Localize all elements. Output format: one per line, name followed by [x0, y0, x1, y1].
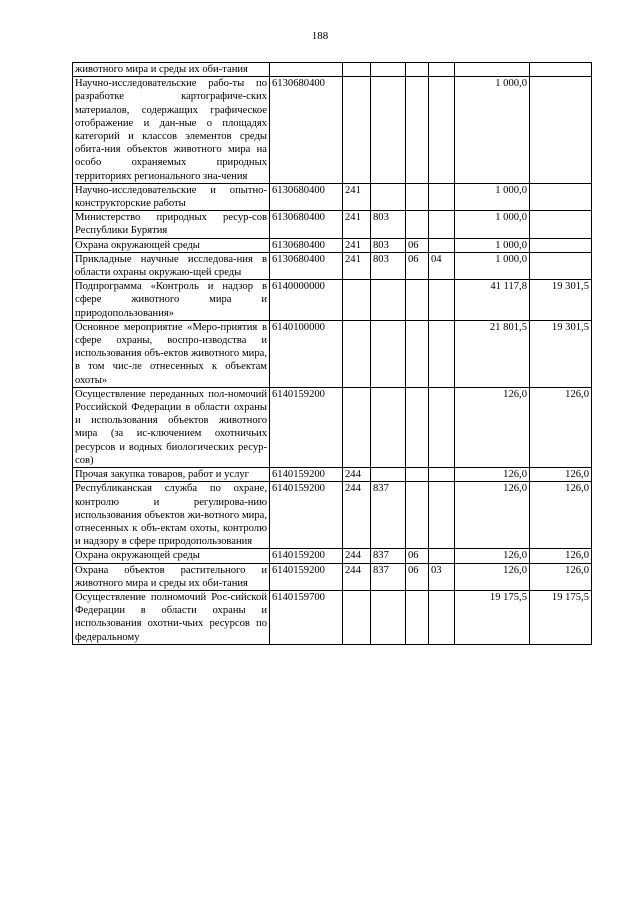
target-article-cell: 6130680400 [270, 238, 343, 252]
section-cell [406, 280, 429, 321]
table-row [73, 387, 592, 467]
table-row [73, 563, 592, 590]
target-article-cell: 6140000000 [270, 280, 343, 321]
section-cell [406, 320, 429, 387]
page-number: 188 [311, 30, 329, 42]
subsection-cell [429, 211, 455, 238]
amount-federal-cell: 19 301,5 [530, 320, 592, 387]
table-row [73, 280, 592, 321]
expense-type-cell [343, 77, 371, 184]
row-name-cell: Осуществление полномочий Рос-сийской Федерации в области охраны и использования охотни-чьих ресурсов по федеральному [73, 590, 270, 644]
ministry-code-cell: 837 [371, 549, 406, 563]
expense-type-cell [343, 63, 371, 77]
table-row [73, 252, 592, 279]
subsection-cell [429, 482, 455, 549]
subsection-cell [429, 387, 455, 467]
table-row [73, 63, 592, 77]
amount-cell: 21 801,5 [455, 320, 530, 387]
amount-federal-cell [530, 211, 592, 238]
amount-cell: 1 000,0 [455, 183, 530, 210]
amount-federal-cell: 19 301,5 [530, 280, 592, 321]
table-row [73, 482, 592, 549]
ministry-code-cell: 837 [371, 482, 406, 549]
amount-cell: 126,0 [455, 549, 530, 563]
expense-type-cell: 241 [343, 252, 371, 279]
section-cell [406, 183, 429, 210]
ministry-code-cell [371, 320, 406, 387]
row-name-cell: Охрана окружающей среды [73, 549, 270, 563]
amount-cell: 126,0 [455, 468, 530, 482]
section-cell: 06 [406, 563, 429, 590]
expense-type-cell [343, 280, 371, 321]
amount-cell: 126,0 [455, 387, 530, 467]
expense-type-cell: 241 [343, 211, 371, 238]
target-article-cell: 6140159200 [270, 482, 343, 549]
table-row [73, 590, 592, 644]
target-article-cell [270, 63, 343, 77]
expense-type-cell: 244 [343, 468, 371, 482]
subsection-cell [429, 590, 455, 644]
amount-cell: 1 000,0 [455, 77, 530, 184]
expense-type-cell [343, 320, 371, 387]
section-cell [406, 482, 429, 549]
expense-type-cell: 244 [343, 563, 371, 590]
amount-federal-cell: 126,0 [530, 549, 592, 563]
amount-federal-cell: 19 175,5 [530, 590, 592, 644]
ministry-code-cell [371, 590, 406, 644]
table-row [73, 468, 592, 482]
section-cell [406, 63, 429, 77]
ministry-code-cell [371, 63, 406, 77]
subsection-cell [429, 77, 455, 184]
expense-type-cell: 241 [343, 183, 371, 210]
target-article-cell: 6140159200 [270, 549, 343, 563]
amount-federal-cell [530, 77, 592, 184]
ministry-code-cell: 803 [371, 238, 406, 252]
row-name-cell: Охрана окружающей среды [73, 238, 270, 252]
row-name-cell: Осуществление переданных пол-номочий Российской Федерации в области охраны и использования объектов животного мира (за ис-ключением охотничьих ресурсов и водных биологических ресур-сов) [73, 387, 270, 467]
row-name-cell: Республиканская служба по охране, контролю и регулирова-нию использования объектов жи-вотного мира, отнесенных к объ-ектам охоты, контролю и надзору в сфере природопользования [73, 482, 270, 549]
table-row [73, 77, 592, 184]
target-article-cell: 6140100000 [270, 320, 343, 387]
table-body [73, 63, 592, 645]
table-row [73, 211, 592, 238]
subsection-cell [429, 468, 455, 482]
target-article-cell: 6130680400 [270, 77, 343, 184]
section-cell [406, 387, 429, 467]
subsection-cell: 03 [429, 563, 455, 590]
ministry-code-cell: 837 [371, 563, 406, 590]
ministry-code-cell [371, 280, 406, 321]
row-name-cell: Подпрограмма «Контроль и надзор в сфере животного мира и природопользования» [73, 280, 270, 321]
subsection-cell [429, 63, 455, 77]
subsection-cell [429, 549, 455, 563]
amount-cell: 126,0 [455, 482, 530, 549]
amount-cell [455, 63, 530, 77]
expense-type-cell: 244 [343, 482, 371, 549]
amount-federal-cell: 126,0 [530, 468, 592, 482]
section-cell: 06 [406, 252, 429, 279]
row-name-cell: Министерство природных ресур-сов Республики Бурятия [73, 211, 270, 238]
row-name-cell: Прочая закупка товаров, работ и услуг [73, 468, 270, 482]
row-name-cell: Охрана объектов растительного и животного мира и среды их оби-тания [73, 563, 270, 590]
section-cell: 06 [406, 238, 429, 252]
expense-type-cell: 241 [343, 238, 371, 252]
target-article-cell: 6130680400 [270, 183, 343, 210]
amount-federal-cell: 126,0 [530, 387, 592, 467]
section-cell: 06 [406, 549, 429, 563]
target-article-cell: 6130680400 [270, 211, 343, 238]
ministry-code-cell: 803 [371, 252, 406, 279]
target-article-cell: 6130680400 [270, 252, 343, 279]
budget-table [72, 62, 592, 645]
section-cell [406, 211, 429, 238]
table-row [73, 320, 592, 387]
target-article-cell: 6140159200 [270, 468, 343, 482]
row-name-cell: Основное мероприятие «Меро-приятия в сфере охраны, воспро-изводства и использования объ-ектов животного мира, в том чис-ле отнесенных к объектам охоты» [73, 320, 270, 387]
amount-cell: 41 117,8 [455, 280, 530, 321]
amount-cell: 1 000,0 [455, 211, 530, 238]
amount-federal-cell [530, 252, 592, 279]
ministry-code-cell [371, 468, 406, 482]
amount-cell: 1 000,0 [455, 238, 530, 252]
target-article-cell: 6140159200 [270, 563, 343, 590]
expense-type-cell [343, 590, 371, 644]
amount-cell: 126,0 [455, 563, 530, 590]
ministry-code-cell [371, 387, 406, 467]
target-article-cell: 6140159700 [270, 590, 343, 644]
section-cell [406, 77, 429, 184]
section-cell [406, 590, 429, 644]
row-name-cell: Научно-исследовательские рабо-ты по разработке картографиче-ских материалов, содержащих графическое отображение и дан-ные о площадях категорий и классов элементов среды обита-ния объектов животного мира на особо охраняемых природных территориях регионального зна-чения [73, 77, 270, 184]
subsection-cell [429, 320, 455, 387]
subsection-cell [429, 238, 455, 252]
amount-federal-cell: 126,0 [530, 563, 592, 590]
amount-federal-cell [530, 63, 592, 77]
amount-federal-cell [530, 183, 592, 210]
subsection-cell [429, 280, 455, 321]
amount-cell: 1 000,0 [455, 252, 530, 279]
amount-cell: 19 175,5 [455, 590, 530, 644]
amount-federal-cell: 126,0 [530, 482, 592, 549]
expense-type-cell: 244 [343, 549, 371, 563]
section-cell [406, 468, 429, 482]
table-row [73, 238, 592, 252]
ministry-code-cell [371, 77, 406, 184]
row-name-cell: Прикладные научные исследова-ния в области охраны окружаю-щей среды [73, 252, 270, 279]
subsection-cell [429, 183, 455, 210]
target-article-cell: 6140159200 [270, 387, 343, 467]
table-row [73, 183, 592, 210]
table-row [73, 549, 592, 563]
row-name-cell: животного мира и среды их оби-тания [73, 63, 270, 77]
amount-federal-cell [530, 238, 592, 252]
ministry-code-cell [371, 183, 406, 210]
row-name-cell: Научно-исследовательские и опытно-конструкторские работы [73, 183, 270, 210]
subsection-cell: 04 [429, 252, 455, 279]
ministry-code-cell: 803 [371, 211, 406, 238]
expense-type-cell [343, 387, 371, 467]
